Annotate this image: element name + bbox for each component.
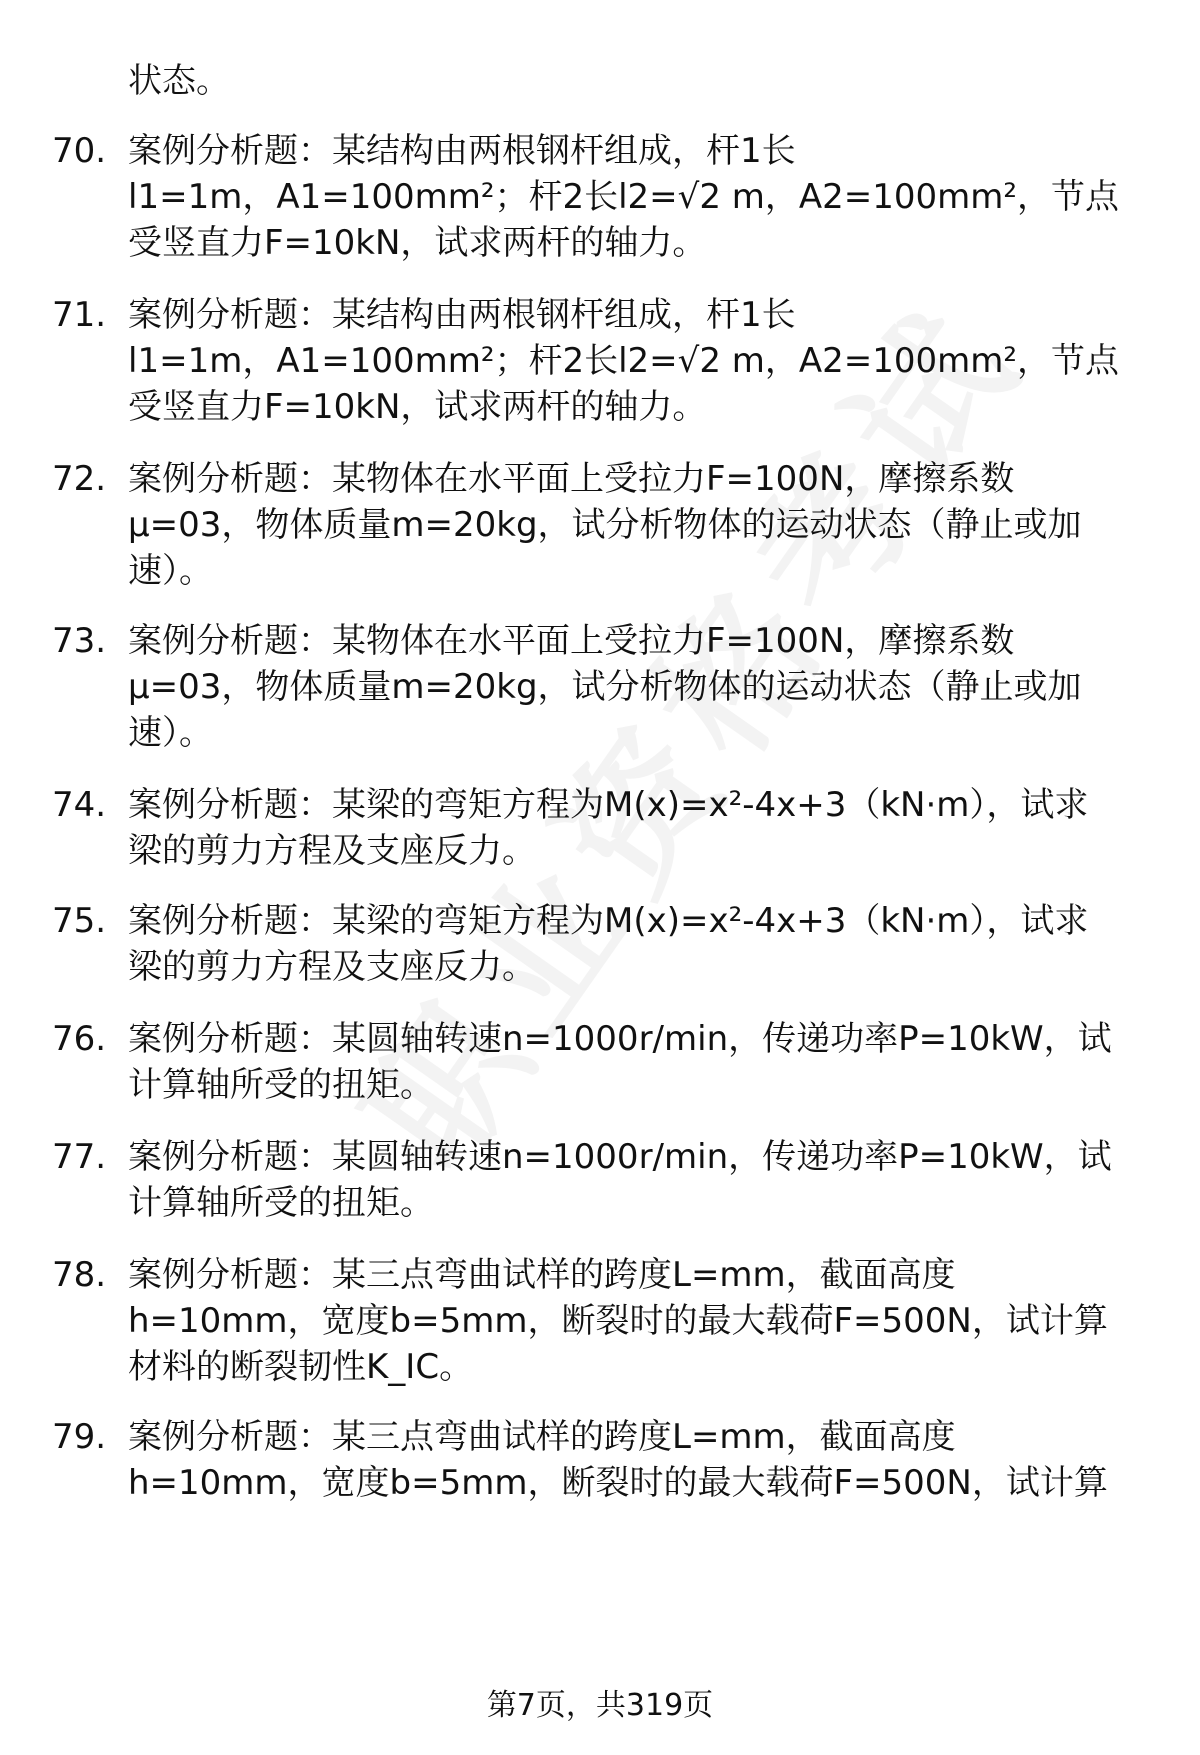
question-line: 案例分析题：某圆轴转速n=1000r/min，传递功率P=10kW，试 <box>128 1137 1112 1177</box>
question-line: 材料的断裂韧性K_IC。 <box>128 1347 474 1387</box>
question-line: 计算轴所受的扭矩。 <box>128 1183 434 1223</box>
question-number: 76. <box>52 1019 107 1059</box>
question-line: l1=1m，A1=100mm²；杆2长l2=√2 m，A2=100mm²，节点 <box>128 341 1120 381</box>
question-line: 速）。 <box>128 713 213 753</box>
question-line: h=10mm，宽度b=5mm，断裂时的最大载荷F=500N，试计算 <box>128 1463 1108 1503</box>
question-line: 案例分析题：某三点弯曲试样的跨度L=mm，截面高度 <box>128 1417 956 1457</box>
question-line: 速）。 <box>128 551 213 591</box>
question-line: 案例分析题：某三点弯曲试样的跨度L=mm，截面高度 <box>128 1255 956 1295</box>
question-number: 75. <box>52 901 107 941</box>
question-line: μ=03，物体质量m=20kg，试分析物体的运动状态（静止或加 <box>128 505 1082 545</box>
question-number: 78. <box>52 1255 107 1295</box>
page-footer: 第7页，共319页 <box>486 1688 714 1723</box>
question-line: 梁的剪力方程及支座反力。 <box>128 831 536 871</box>
question-number: 74. <box>52 785 107 825</box>
question-line: μ=03，物体质量m=20kg，试分析物体的运动状态（静止或加 <box>128 667 1082 707</box>
question-line: 案例分析题：某梁的弯矩方程为M(x)=x²-4x+3（kN·m），试求 <box>128 901 1089 941</box>
question-number: 77. <box>52 1137 107 1177</box>
question-line: 案例分析题：某结构由两根钢杆组成，杆1长 <box>128 295 796 335</box>
question-number: 71. <box>52 295 107 335</box>
question-line: 受竖直力F=10kN，试求两杆的轴力。 <box>128 387 707 427</box>
question-line: 案例分析题：某圆轴转速n=1000r/min，传递功率P=10kW，试 <box>128 1019 1112 1059</box>
question-number: 70. <box>52 131 107 171</box>
question-number: 79. <box>52 1417 107 1457</box>
question-line: 案例分析题：某物体在水平面上受拉力F=100N，摩擦系数 <box>128 621 1015 661</box>
question-number: 73. <box>52 621 107 661</box>
question-line: 计算轴所受的扭矩。 <box>128 1065 434 1105</box>
question-line: h=10mm，宽度b=5mm，断裂时的最大载荷F=500N，试计算 <box>128 1301 1108 1341</box>
question-number: 72. <box>52 459 107 499</box>
question-line: 案例分析题：某结构由两根钢杆组成，杆1长 <box>128 131 796 171</box>
question-line: 梁的剪力方程及支座反力。 <box>128 947 536 987</box>
question-line: 受竖直力F=10kN，试求两杆的轴力。 <box>128 223 707 263</box>
continuation-text: 状态。 <box>128 61 230 101</box>
question-line: l1=1m，A1=100mm²；杆2长l2=√2 m，A2=100mm²，节点 <box>128 177 1120 217</box>
question-line: 案例分析题：某梁的弯矩方程为M(x)=x²-4x+3（kN·m），试求 <box>128 785 1089 825</box>
question-line: 案例分析题：某物体在水平面上受拉力F=100N，摩擦系数 <box>128 459 1015 499</box>
